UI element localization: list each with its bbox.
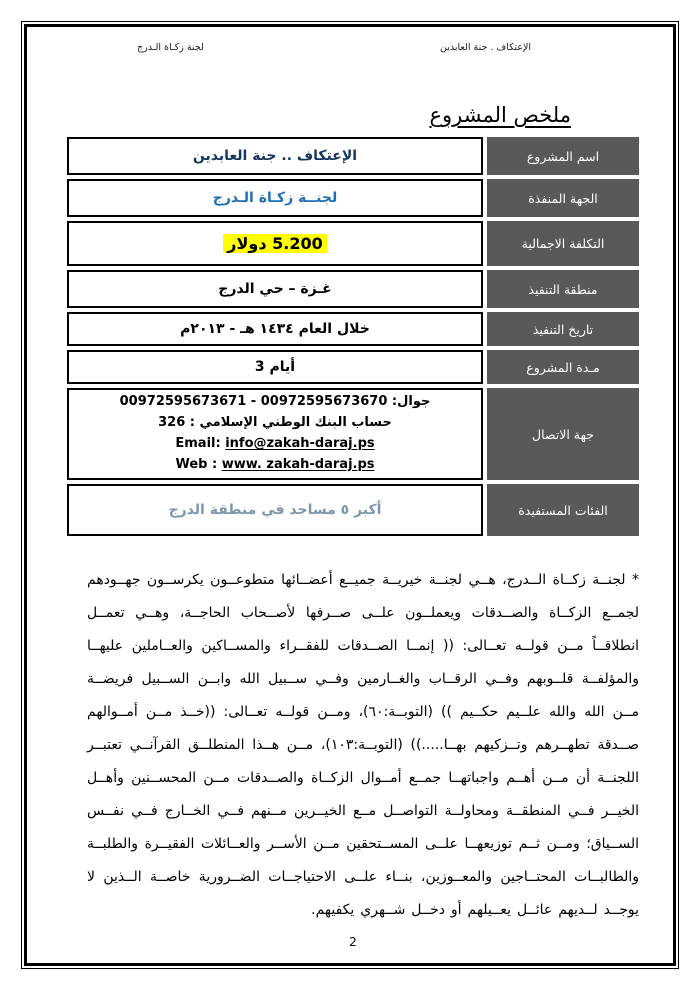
- table-row: [67, 270, 639, 308]
- table-row: [67, 137, 639, 175]
- email-label: Email:: [175, 436, 226, 451]
- row-label-project-name: اسم المشروع: [487, 137, 639, 175]
- email-link[interactable]: info@zakah-daraj.ps: [225, 436, 375, 451]
- mobile-numbers: 00972595673670 - 00972595673671: [119, 394, 388, 410]
- table-row: [67, 312, 639, 346]
- row-label-implementation-date: تاريخ التنفيذ: [487, 312, 639, 346]
- page-border-outer: [21, 21, 679, 969]
- row-label-implementation-area: منطقة التنفيذ: [487, 270, 639, 308]
- row-value-executing-body: لجنــة زكـاة الـدرج: [67, 179, 483, 217]
- row-value-project-duration: 3 أيام: [67, 350, 483, 384]
- page-number: 2: [349, 935, 357, 949]
- row-value-project-name: الإعتكاف .. جنة العابدين: [67, 137, 483, 175]
- page-border-inner: [24, 24, 676, 966]
- row-label-beneficiaries: الفئات المستفيدة: [487, 484, 639, 536]
- contact-web-line: [77, 455, 473, 476]
- mobile-label: جوال:: [387, 394, 431, 410]
- highlighted-cost: 5.200 دولار: [223, 234, 326, 253]
- row-label-executing-body: الجهة المنفذة: [487, 179, 639, 217]
- row-value-implementation-area: غـزة – حي الدرج: [67, 270, 483, 308]
- table-row: [67, 221, 639, 266]
- row-label-project-duration: مـدة المشروع: [487, 350, 639, 384]
- row-value-total-cost: [67, 221, 483, 266]
- row-value-contact: [67, 388, 483, 480]
- web-label: Web :: [175, 456, 222, 472]
- contact-email-line: [77, 434, 473, 455]
- table-row: [67, 484, 639, 536]
- row-label-total-cost: التكلفة الاجمالية: [487, 221, 639, 266]
- table-row: [67, 350, 639, 384]
- header-right-text: الإعتكاف . جنة العابدين: [439, 42, 531, 53]
- body-paragraph: * لجنــة زكــاة الــدرج، هــي لجنــة خيريــة جميــع أعضــائها متطوعــون يكرســون جهــودهم لجمــع الزكــاة والصــدقات ويعملــون علــى صــرفها لأصــحاب الحاجــة، وهــي تعمــل انطلاقــاً مــن قولــه تعــالى: (( إنمــا الصــدقات للفقــراء والمســاكين والعــاملين عليهــا والمؤلفــة قلــوبهم وفــي الرقــاب والغــارمين وفــي ســبيل الله وابــن الســبيل فريضــة مــن الله والله علــيم حكــيم )) (التوبــة:٦٠)، ومــن قولــه تعــالى: ((خــذ مــن أمــوالهم صــدقة تطهــرهم وتــزكيهم بهــا.....)) (التوبــة:١٠٣)، مــن هــذا المنطلــق القرآنــي تعتبــر اللجنــة أن مــن أهــم واجباتهــا جمــع أمــوال الزكــاة والصــدقات مــن المحســنين وأهــل الخيــر فــي المنطقــة ومحاولــة التواصــل مــع الخيــرين مــنهم فــي الخــارج فــي نفــس الســياق؛ ومــن ثــم توزيعهــا علــى المســتحقين مــن الأســر والعــائلات الفقيــرة والطلبــة والطالبــات المحتــاجين والمعــوزين، بنــاء علــى الاحتياجــات الضــرورية خاصــة الــذين لا يوجــد لــديهم عائــل يعــيلهم أو دخــل شــهري يكفيهم.: [87, 572, 639, 918]
- project-summary-table: [63, 133, 643, 540]
- contact-bank-line: حساب البنك الوطني الإسلامي : 326: [158, 415, 392, 431]
- page-title: ملخص المشروع: [429, 103, 571, 127]
- table-row: [67, 179, 639, 217]
- table-row: [67, 388, 639, 480]
- row-value-implementation-date: خلال العام ١٤٣٤ هـ - ٢٠١٣م: [67, 312, 483, 346]
- row-value-beneficiaries: أكبر ٥ مساجد في منطقة الدرج: [67, 484, 483, 536]
- running-header: [67, 42, 639, 57]
- contact-mobile-line: [77, 392, 473, 413]
- row-label-contact: جهة الاتصال: [487, 388, 639, 480]
- header-left-text: لجنة زكـاة الـدرج: [137, 42, 204, 53]
- web-link[interactable]: www. zakah-daraj.ps: [221, 456, 375, 472]
